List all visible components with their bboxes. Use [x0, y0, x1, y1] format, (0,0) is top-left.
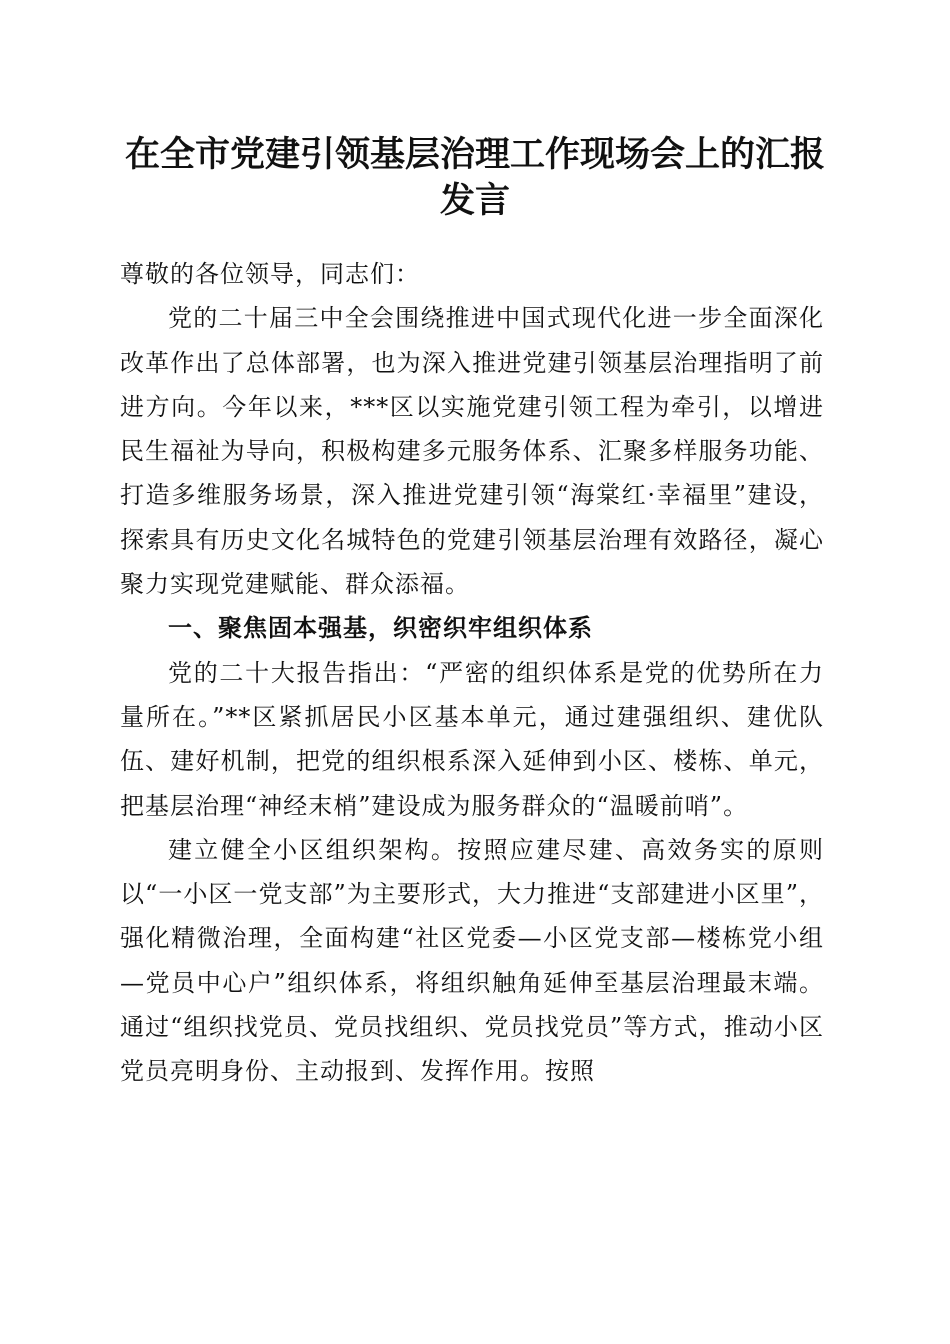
section-heading: 一、聚焦固本强基，织密织牢组织体系	[168, 614, 593, 643]
document-title: 在全市党建引领基层治理工作现场会上的汇报发言	[124, 134, 825, 221]
intro-paragraph: 党的二十届三中全会围绕推进中国式现代化进一步全面深化改革作出了总体部署，也为深入推进党建引领基层治理指明了前进方向。今年以来，***区以实施党建引领工程为牵引，以增进民生福祉为导向，积极构建多元服务体系、汇聚多样服务功能、打造多维服务场景，深入推进党建引领“海棠红·幸福里”建设，探索具有历史文化名城特色的党建引领基层治理有效路径，凝心聚力实现党建赋能、群众添福。	[120, 304, 824, 599]
document-body	[120, 252, 824, 1094]
section-paragraph: 建立健全小区组织架构。按照应建尽建、高效务实的原则以“一小区一党支部”为主要形式，大力推进“支部建进小区里”，强化精微治理，全面构建“社区党委—小区党支部—楼栋党小组—党员中心户”组织体系，将组织触角延伸至基层治理最末端。通过“组织找党员、党员找组织、党员找党员”等方式，推动小区党员亮明身份、主动报到、发挥作用。按照	[120, 835, 824, 1086]
salutation: 尊敬的各位领导，同志们：	[120, 260, 420, 288]
section-paragraph: 党的二十大报告指出：“严密的组织体系是党的优势所在力量所在。”**区紧抓居民小区基本单元，通过建强组织、建优队伍、建好机制，把党的组织根系深入延伸到小区、楼栋、单元，把基层治理“神经末梢”建设成为服务群众的“温暖前哨”。	[120, 658, 824, 820]
